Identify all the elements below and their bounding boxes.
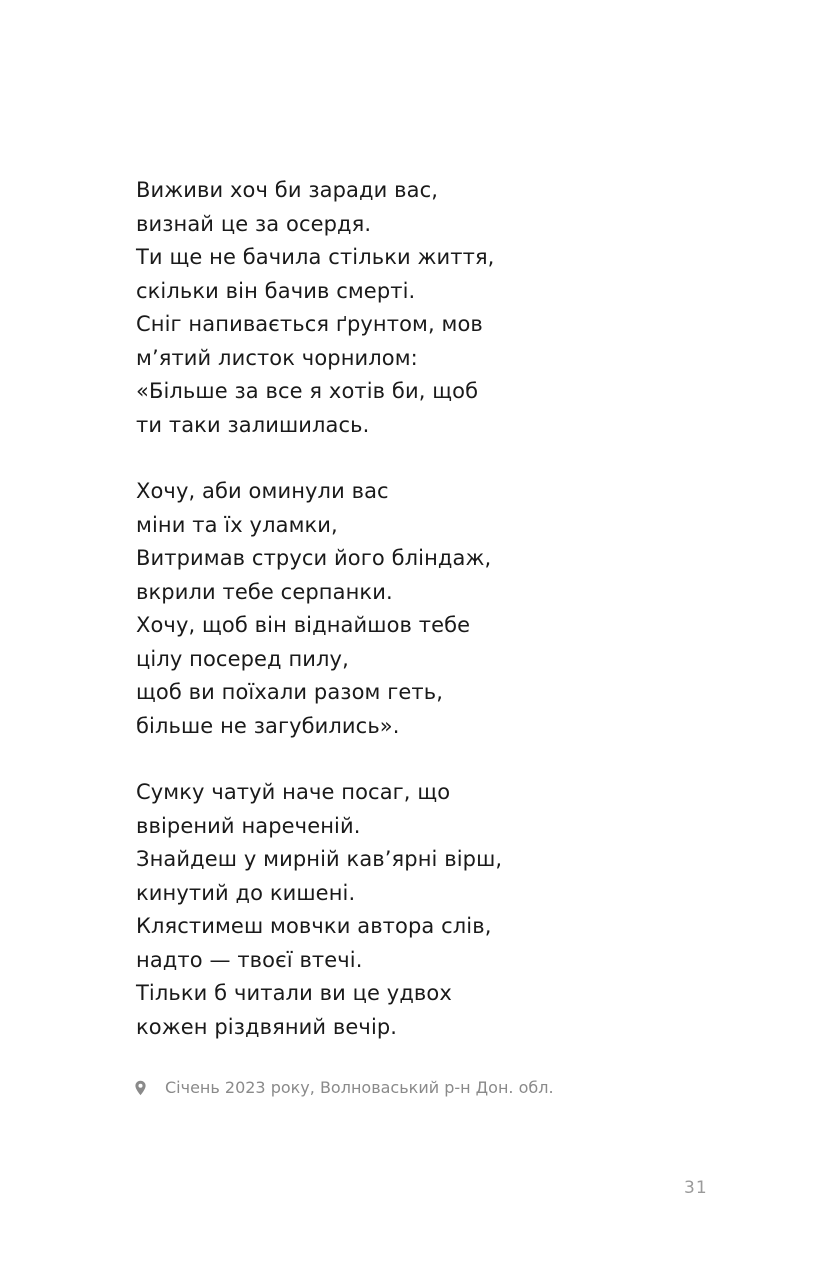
stanza-3 xyxy=(136,776,696,1044)
poem-line: Хочу, аби оминули вас xyxy=(136,479,389,503)
poem-line: Тільки б читали ви це удвох xyxy=(136,981,452,1005)
location-text: Січень 2023 року, Волноваський р-н Дон. обл. xyxy=(165,1078,554,1097)
poem xyxy=(136,174,696,1077)
poem-line: визнай це за осердя. xyxy=(136,211,372,236)
page-number: 31 xyxy=(684,1178,708,1198)
poem-line: Клястимеш мовчки автора слів, xyxy=(136,914,492,938)
poem-line: щоб ви поїхали разом геть, xyxy=(136,680,443,704)
poem-line: ти таки залишилась. xyxy=(136,412,370,437)
poem-line: Сніг напивається ґрунтом, мов xyxy=(136,312,483,336)
poem-line: Виживи хоч би заради вас, xyxy=(136,178,438,202)
poem-line: Хочу, щоб він віднайшов тебе xyxy=(136,613,471,637)
poem-line: «Більше за все я хотів би, щоб xyxy=(136,379,479,403)
poem-line: ввірений нареченій. xyxy=(136,813,361,838)
poem-line: цілу посеред пилу, xyxy=(136,646,349,671)
poem-line: надто — твоєї втечі. xyxy=(136,947,363,972)
poem-line: кинутий до кишені. xyxy=(136,880,356,905)
poem-line: Ти ще не бачила стільки життя, xyxy=(136,245,495,269)
stanza-2 xyxy=(136,475,696,743)
poem-line: вкрили тебе серпанки. xyxy=(136,579,393,604)
poem-line: більше не загубились». xyxy=(136,713,400,738)
poem-line: Знайдеш у мирній кав’ярні вірш, xyxy=(136,847,503,871)
stanza-1 xyxy=(136,174,696,442)
poem-line: скільки він бачив смерті. xyxy=(136,278,416,303)
poem-line: м’ятий листок чорнилом: xyxy=(136,345,418,370)
poem-line: міни та їх уламки, xyxy=(136,512,338,537)
poem-line: Витримав струси його бліндаж, xyxy=(136,546,492,570)
poem-line: Сумку чатуй наче посаг, що xyxy=(136,780,451,804)
map-pin-icon xyxy=(134,1080,147,1096)
location-note xyxy=(134,1077,554,1099)
poem-line: кожен різдвяний вечір. xyxy=(136,1014,398,1039)
